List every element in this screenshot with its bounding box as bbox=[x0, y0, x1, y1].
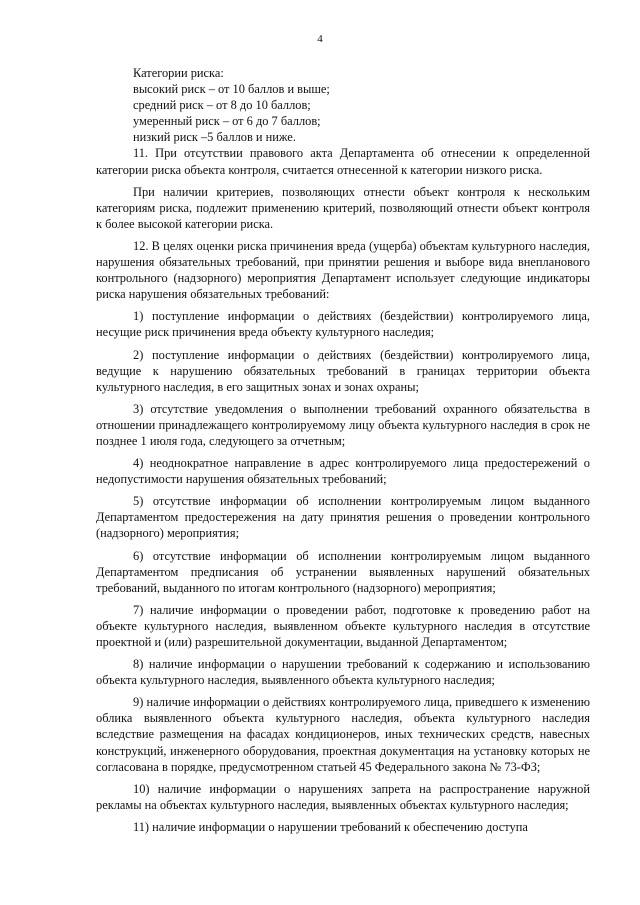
paragraph-12: 12. В целях оценки риска причинения вреда (ущерба) объектам культурного наследия, нарушения обязательных требований, при принятии решения и выборе вида внепланового контрольного (надзорного) мероприятия Департамент использует следующие индикаторы риска нарушения обязательных требований: bbox=[96, 238, 590, 302]
indicator-7: 7) наличие информации о проведении работ, подготовке к проведению работ на объекте культурного наследия, выявленном объекте культурного наследия в отсутствие проектной и (или) разрешительной документации, выданной Департаментом; bbox=[96, 602, 590, 649]
risk-category-high: высокий риск – от 10 баллов и выше; bbox=[133, 82, 330, 97]
indicator-2: 2) поступление информации о действиях (бездействии) контролируемого лица, ведущие к нарушению обязательных требований в границах территории объекта культурного наследия, в его защитных зонах и зонах охраны; bbox=[96, 347, 590, 394]
risk-category-low: низкий риск –5 баллов и ниже. bbox=[133, 130, 296, 145]
indicator-3: 3) отсутствие уведомления о выполнении требований охранного обязательства в отношении принадлежащего контролируемому лицу объекта культурного наследия в срок не позднее 1 июля года, следующего за отчетным; bbox=[96, 401, 590, 448]
document-body bbox=[96, 65, 590, 835]
indicator-1: 1) поступление информации о действиях (бездействии) контролируемого лица, несущие риск причинения вреда объекту культурного наследия; bbox=[96, 309, 590, 340]
indicator-6: 6) отсутствие информации об исполнении контролируемым лицом выданного Департаментом предписания об устранении выявленных нарушений обязательных требований, выданного по итогам контрольного (надзорного) мероприятия; bbox=[96, 548, 590, 595]
risk-categories-heading: Категории риска: bbox=[133, 66, 224, 80]
paragraph-11: 11. При отсутствии правового акта Департамента об отнесении к определенной категории риска объекта контроля, считается отнесенной к категории низкого риска. bbox=[96, 146, 590, 177]
indicator-4: 4) неоднократное направление в адрес контролируемого лица предостережений о недопустимости нарушения обязательных требований; bbox=[96, 456, 590, 487]
indicator-8: 8) наличие информации о нарушении требований к содержанию и использованию объекта культурного наследия, выявленного объекта культурного наследия; bbox=[96, 657, 590, 688]
risk-category-medium: средний риск – от 8 до 10 баллов; bbox=[133, 98, 311, 113]
indicator-9: 9) наличие информации о действиях контролируемого лица, приведшего к изменению облика выявленного объекта культурного наследия, объекта культурного наследия вследствие размещения на фасадах кондиционеров, иных технических средств, навесных конструкций, инженерного оборудования, проектная документация на установку которых не согласована в порядке, предусмотренном статьей 45 Федерального закона № 73-ФЗ; bbox=[96, 695, 590, 774]
risk-category-moderate: умеренный риск – от 6 до 7 баллов; bbox=[133, 114, 321, 129]
indicator-10: 10) наличие информации о нарушениях запрета на распространение наружной рекламы на объектах культурного наследия, выявленных объектах культурного наследия; bbox=[96, 781, 590, 812]
indicator-11: 11) наличие информации о нарушении требований к обеспечению доступа bbox=[133, 819, 528, 834]
paragraph-criteria: При наличии критериев, позволяющих отнести объект контроля к нескольким категориям риска, подлежит применению критерий, позволяющий отнести объект контроля к более высокой категории риска. bbox=[96, 184, 590, 231]
page-number: 4 bbox=[317, 33, 323, 45]
indicator-5: 5) отсутствие информации об исполнении контролируемым лицом выданного Департаментом предостережения на дату принятия решения о проведении контрольного (надзорного) мероприятия; bbox=[96, 494, 590, 541]
